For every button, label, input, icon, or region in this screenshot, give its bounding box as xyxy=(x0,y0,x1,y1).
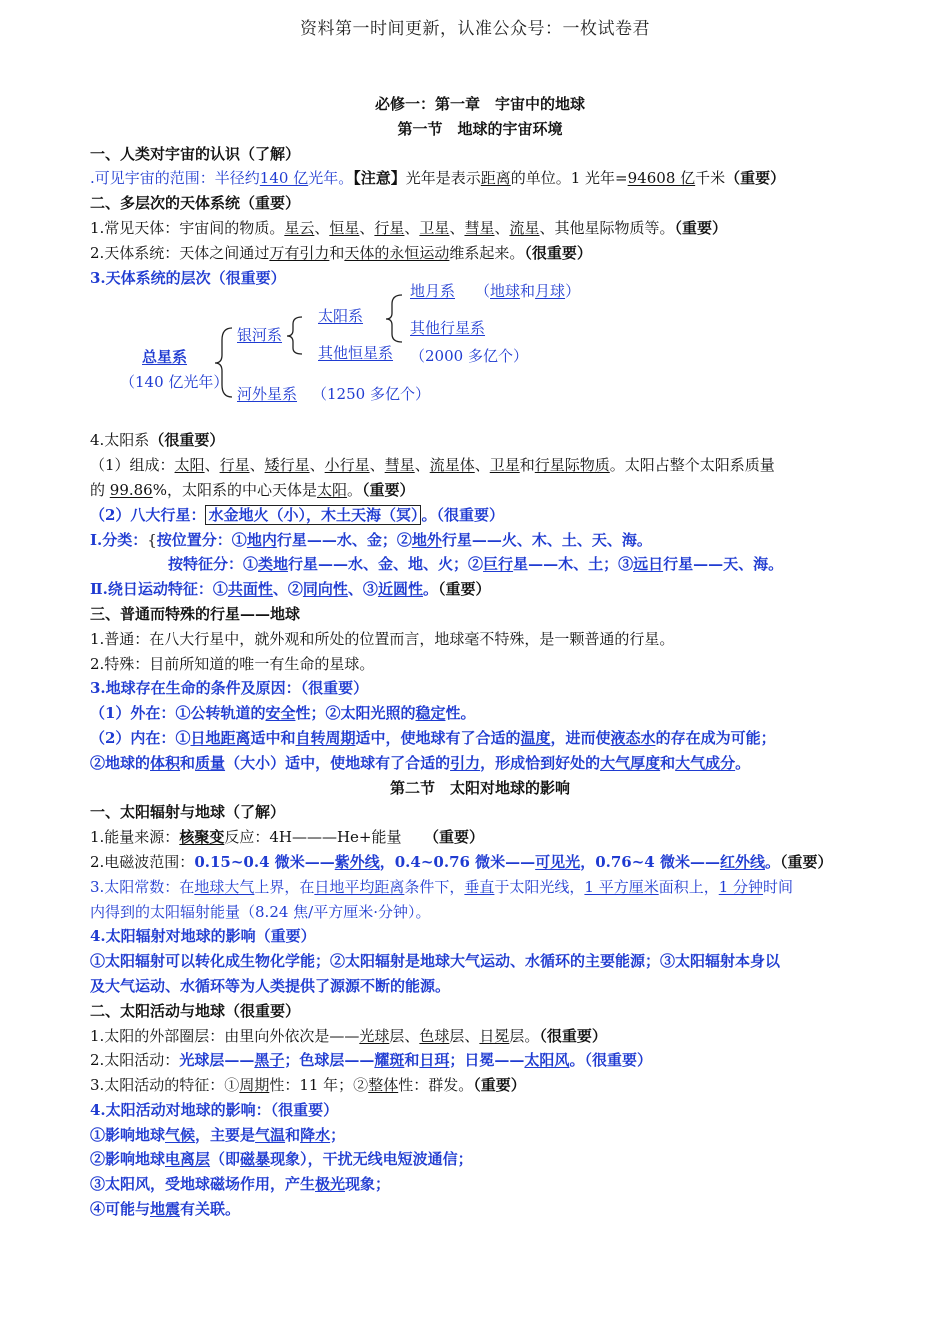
key-term: 行星 xyxy=(374,218,405,237)
text: （2）内在：① xyxy=(90,728,191,747)
key-term: 天体的永恒运动 xyxy=(344,243,450,262)
text: 3.太阳活动的特征：① xyxy=(90,1076,240,1095)
text: 光球层—— xyxy=(179,1051,255,1070)
key-term: 核聚变 xyxy=(179,828,225,847)
text: 1.太阳的外部圈层：由里向外依次是—— xyxy=(90,1026,360,1045)
key-term: 降水 xyxy=(300,1125,331,1144)
text: 行星——火、木、土、天、海。 xyxy=(441,530,652,549)
node-universe: 总星系 xyxy=(142,348,188,367)
heading-s1: 一、人类对宇宙的认识（了解） xyxy=(90,144,301,163)
key-term: 周期 xyxy=(239,1076,270,1095)
text: 、 xyxy=(449,218,465,237)
text: 1.能量来源： xyxy=(90,828,180,847)
page-header: 资料第一时间更新，认准公众号：一枚试卷君 xyxy=(300,19,650,39)
text: （1）组成： xyxy=(90,456,175,475)
line-s2-9 xyxy=(90,552,870,577)
key-term: 彗星 xyxy=(464,218,495,237)
document-body xyxy=(90,92,870,1222)
key-term: 气候 xyxy=(165,1125,196,1144)
key-term: 日冕 xyxy=(479,1026,510,1045)
text: 的 xyxy=(90,480,110,499)
node-universe-size: （140 亿光年） xyxy=(120,373,229,392)
line-t1-2 xyxy=(90,850,870,875)
key-term: 大气厚度 xyxy=(600,753,661,772)
text: 性：11 年；② xyxy=(269,1076,369,1095)
text: 、② xyxy=(272,580,303,599)
heading-t1: 一、太阳辐射与地球（了解） xyxy=(90,803,286,822)
note-label: 【注意】 xyxy=(353,169,406,188)
text: 、 xyxy=(494,218,510,237)
text: 3.太阳常数：在 xyxy=(90,877,195,896)
key-term: 日地平均距离 xyxy=(314,877,405,896)
key-term: 行星 xyxy=(219,456,250,475)
text: 反应：4H———He+能量 xyxy=(224,828,432,847)
key-term: 小行星 xyxy=(324,456,370,475)
key-term: 地外 xyxy=(411,530,442,549)
text: Ⅱ.绕日运动特征：① xyxy=(90,580,228,599)
text: （2）八大行星： xyxy=(90,505,206,524)
line-s2-1 xyxy=(90,216,870,241)
line-s3-5 xyxy=(90,726,870,751)
importance-tag: （重要） xyxy=(674,218,728,237)
key-term: 磁暴 xyxy=(240,1150,271,1169)
key-term: 光球 xyxy=(359,1026,390,1045)
text: 适中，使地球有了合适的 xyxy=(355,728,521,747)
small-brace-icon: { xyxy=(147,530,157,549)
key-term: 地球大气 xyxy=(194,877,255,896)
key-term: 1 分钟 xyxy=(718,877,764,896)
key-term: 极光 xyxy=(315,1175,346,1194)
text: ②地球的 xyxy=(90,753,151,772)
key-term: 红外线 xyxy=(719,852,765,871)
key-term: 地震 xyxy=(150,1200,181,1219)
text: 按特征分：① xyxy=(168,555,259,574)
text: 2.太阳活动： xyxy=(90,1051,180,1070)
importance-tag: （重要） xyxy=(362,480,415,499)
key-term: 体积 xyxy=(150,753,181,772)
text: 和 xyxy=(520,282,536,301)
key-term: 大气成分 xyxy=(675,753,736,772)
text: （1）外在：①公转轨道的 xyxy=(90,704,266,723)
text: 的单位。1 光年= xyxy=(510,169,628,188)
text: 性：群发。 xyxy=(398,1076,474,1095)
text: ④可能与 xyxy=(90,1200,151,1219)
text: ；日冕—— xyxy=(449,1051,525,1070)
line-s3-4 xyxy=(90,701,870,726)
key-term: 卫星 xyxy=(489,456,520,475)
key-term: 彗星 xyxy=(384,456,415,475)
key-term: 引力 xyxy=(450,753,481,772)
importance-tag: （重要） xyxy=(725,169,786,188)
key-term: 黑子 xyxy=(254,1051,285,1070)
text: ，0.4~0.76 微米—— xyxy=(379,852,536,871)
text: 、 xyxy=(309,456,325,475)
node-solar-system: 太阳系 xyxy=(318,307,364,326)
text: Ⅰ.分类： xyxy=(90,530,148,549)
key-term: 地内 xyxy=(246,530,277,549)
text: 、 xyxy=(414,456,430,475)
key-term: 流星体 xyxy=(429,456,475,475)
heading-t2: 二、太阳活动与地球（很重要） xyxy=(90,1001,301,1020)
text: ②影响地球 xyxy=(90,1150,166,1169)
heading-s2: 二、多层次的天体系统（重要） xyxy=(90,194,301,213)
line-s3-6 xyxy=(90,751,870,776)
importance-tag: （很重要） xyxy=(149,431,225,450)
text: 和 xyxy=(329,243,345,262)
key-term: 距离 xyxy=(480,169,511,188)
key-term: 太阳风 xyxy=(524,1051,570,1070)
text: 现象），干扰无线电短波通信； xyxy=(270,1150,473,1169)
text: 。太阳占整个太阳系质量 xyxy=(609,456,775,475)
line-s3-3: 3.地球存在生命的条件及原因：（很重要） xyxy=(90,679,369,698)
importance-tag: （重要） xyxy=(779,852,833,871)
key-term: 万有引力 xyxy=(269,243,330,262)
key-term: 稳定 xyxy=(415,704,446,723)
key-term: 质量 xyxy=(195,753,226,772)
text: 。 xyxy=(764,852,780,871)
text: 。（很重要） xyxy=(569,1051,652,1070)
text: 、 xyxy=(249,456,265,475)
line-t2-3 xyxy=(90,1073,870,1098)
text: 、 xyxy=(204,456,220,475)
text: 和 xyxy=(660,753,676,772)
key-term: 行星际物质 xyxy=(534,456,610,475)
text: ，进而使 xyxy=(550,728,611,747)
text: 时间 xyxy=(763,877,794,896)
line-s2-6 xyxy=(90,478,870,503)
text: 层、 xyxy=(389,1026,420,1045)
line-t2-1 xyxy=(90,1024,870,1049)
text: 和 xyxy=(519,456,535,475)
heading-s3: 三、普通而特殊的行星——地球 xyxy=(90,604,301,623)
text: 、其他星际物质等。 xyxy=(539,218,675,237)
text: 于太阳光线， xyxy=(494,877,585,896)
key-term: 近圆性 xyxy=(377,580,423,599)
key-term: 整体 xyxy=(368,1076,399,1095)
line-t2-6 xyxy=(90,1147,870,1172)
text: （即 xyxy=(210,1150,241,1169)
text: 1.常见天体：宇宙间的物质。 xyxy=(90,218,285,237)
line-t2-7 xyxy=(90,1172,870,1197)
text: 层。 xyxy=(509,1026,540,1045)
line-s2-7 xyxy=(90,503,870,528)
key-term: 星云 xyxy=(284,218,315,237)
line-t2-5 xyxy=(90,1123,870,1148)
text: 、 xyxy=(474,456,490,475)
paren: ） xyxy=(565,282,581,301)
key-term: 99.86 xyxy=(109,480,153,499)
text: ，形成恰到好处的 xyxy=(480,753,601,772)
text: 星——木、土；③ xyxy=(513,555,634,574)
line-t1-5: 4.太阳辐射对地球的影响（重要） xyxy=(90,927,316,946)
key-term: 耀斑 xyxy=(374,1051,405,1070)
key-term: 液态水 xyxy=(610,728,656,747)
node-other-planetary-systems: 其他行星系 xyxy=(410,319,486,338)
text: 。 xyxy=(422,580,438,599)
text: 行星——水、金、地、火；② xyxy=(288,555,484,574)
key-term: 1 平方厘米 xyxy=(584,877,659,896)
key-term: 140 亿 xyxy=(259,169,309,188)
key-term: 垂直 xyxy=(464,877,495,896)
text: （大小）适中，使地球有了合适的 xyxy=(225,753,451,772)
text: 按位置分：① xyxy=(156,530,247,549)
key-term: 气温 xyxy=(255,1125,286,1144)
key-term: 温度 xyxy=(520,728,551,747)
key-term: 色球 xyxy=(419,1026,450,1045)
key-term: 类地 xyxy=(258,555,289,574)
text: 和 xyxy=(404,1051,420,1070)
key-term: 远日 xyxy=(633,555,664,574)
text: 2.电磁波范围： xyxy=(90,852,195,871)
key-term: 卫星 xyxy=(419,218,450,237)
text: 、 xyxy=(314,218,330,237)
text: 0.15~0.4 微米—— xyxy=(194,852,335,871)
text: ，主要是 xyxy=(195,1125,256,1144)
brace-earth-moon-other xyxy=(386,295,402,342)
brace-solar-other-star xyxy=(287,317,302,354)
importance-tag: （重要） xyxy=(437,580,491,599)
line-t1-4: 内得到的太阳辐射能量（8.24 焦/平方厘米·分钟）。 xyxy=(90,902,431,921)
text: 现象； xyxy=(345,1175,391,1194)
line-t1-3 xyxy=(90,875,870,900)
text: 。 xyxy=(735,753,751,772)
line-s2-5 xyxy=(90,453,870,478)
key-term: 同向性 xyxy=(302,580,348,599)
section-title-2: 第二节 太阳对地球的影响 xyxy=(389,778,570,797)
text: 和 xyxy=(285,1125,301,1144)
text: 4.太阳系 xyxy=(90,431,150,450)
importance-tag: （很重要） xyxy=(539,1026,607,1045)
text: 2.天体系统：天体之间通过 xyxy=(90,243,270,262)
text: 光年是表示 xyxy=(405,169,481,188)
node-earth-moon-note xyxy=(475,281,580,301)
key-term: 太阳 xyxy=(317,480,348,499)
line-t1-1 xyxy=(90,825,870,850)
text: 。 xyxy=(347,480,363,499)
line-s2-8 xyxy=(90,528,870,553)
line-t1-7: 及大气运动、水循环等为人类提供了源源不断的能源。 xyxy=(90,976,451,995)
key-term: 日地距离 xyxy=(190,728,251,747)
key-term: 恒星 xyxy=(329,218,360,237)
node-extragalactic-count: （1250 多亿个） xyxy=(312,385,430,404)
importance-tag: （很重要） xyxy=(524,243,592,262)
node-other-stellar-systems: 其他恒星系 xyxy=(318,344,394,363)
text: 千米 xyxy=(695,169,726,188)
line-t2-8 xyxy=(90,1197,870,1222)
celestial-hierarchy-diagram xyxy=(90,282,870,428)
key-term: 日珥 xyxy=(419,1051,450,1070)
key-term: 巨行 xyxy=(483,555,514,574)
planets-mnemonic-box: 水金地火（小），木土天海（冥） xyxy=(205,505,421,525)
text: 上界，在 xyxy=(254,877,315,896)
text: 条件下， xyxy=(404,877,465,896)
line-t1-6: ①太阳辐射可以转化成生物化学能；②太阳辐射是地球大气运动、水循环的主要能源；③太阳辐射本身以 xyxy=(90,952,781,971)
text: 行星——天、海。 xyxy=(663,555,784,574)
key-term: 安全 xyxy=(265,704,296,723)
text: ①影响地球 xyxy=(90,1125,166,1144)
node-earth-moon-system: 地月系 xyxy=(410,282,456,301)
line-s1-1 xyxy=(90,166,870,191)
paren: （ xyxy=(475,282,491,301)
key-term: 流星 xyxy=(509,218,540,237)
text: 适中和 xyxy=(250,728,296,747)
text: 、 xyxy=(404,218,420,237)
key-term: 矮行星 xyxy=(264,456,310,475)
text: 层、 xyxy=(449,1026,480,1045)
text: 维系起来。 xyxy=(449,243,525,262)
text: ③太阳风，受地球磁场作用，产生 xyxy=(90,1175,316,1194)
text: ；色球层—— xyxy=(284,1051,375,1070)
section-title-1: 第一节 地球的宇宙环境 xyxy=(397,119,563,138)
node-milky-way: 银河系 xyxy=(237,326,283,345)
key-term: 紫外线 xyxy=(334,852,380,871)
text: 性；②太阳光照的 xyxy=(295,704,416,723)
line-s3-2: 2.特殊：目前所知道的唯一有生命的星球。 xyxy=(90,654,375,673)
importance-tag: （重要） xyxy=(431,828,484,847)
line-s2-4 xyxy=(90,428,870,453)
heading-hierarchy: 3.天体系统的层次（很重要） xyxy=(90,268,286,287)
text: 和 xyxy=(180,753,196,772)
text: ； xyxy=(330,1125,346,1144)
text: .可见宇宙的范围：半径约 xyxy=(90,169,260,188)
key-term: 太阳 xyxy=(174,456,205,475)
text: 、 xyxy=(369,456,385,475)
node-extragalactic: 河外星系 xyxy=(237,385,298,404)
text: 。（很重要） xyxy=(421,505,504,524)
text: 性。 xyxy=(445,704,476,723)
text: 有关联。 xyxy=(180,1200,241,1219)
line-s2-10 xyxy=(90,577,870,602)
line-s2-2 xyxy=(90,241,870,266)
earth: 地球 xyxy=(490,282,521,301)
text: 的存在成为可能； xyxy=(655,728,776,747)
line-s3-1: 1.普通：在八大行星中，就外观和所处的位置而言，地球毫不特殊，是一颗普通的行星。 xyxy=(90,629,675,648)
key-term: 自转周期 xyxy=(295,728,356,747)
line-t2-2 xyxy=(90,1048,870,1073)
text: %，太阳系的中心天体是 xyxy=(152,480,317,499)
text: 、 xyxy=(359,218,375,237)
key-term: 94608 亿 xyxy=(627,169,696,188)
chapter-title: 必修一：第一章 宇宙中的地球 xyxy=(374,95,585,113)
text: ，0.76~4 微米—— xyxy=(580,852,720,871)
text: 面积上， xyxy=(658,877,719,896)
key-term: 共面性 xyxy=(227,580,273,599)
node-other-stellar-count: （2000 多亿个） xyxy=(410,347,528,366)
key-term: 可见光 xyxy=(535,852,581,871)
text: 、③ xyxy=(347,580,378,599)
text: 行星——水、金；② xyxy=(276,530,412,549)
importance-tag: （重要） xyxy=(473,1076,526,1095)
text: 光年。 xyxy=(308,169,354,188)
moon: 月球 xyxy=(535,282,566,301)
key-term: 电离层 xyxy=(165,1150,211,1169)
line-t2-4: 4.太阳活动对地球的影响：（很重要） xyxy=(90,1100,339,1119)
